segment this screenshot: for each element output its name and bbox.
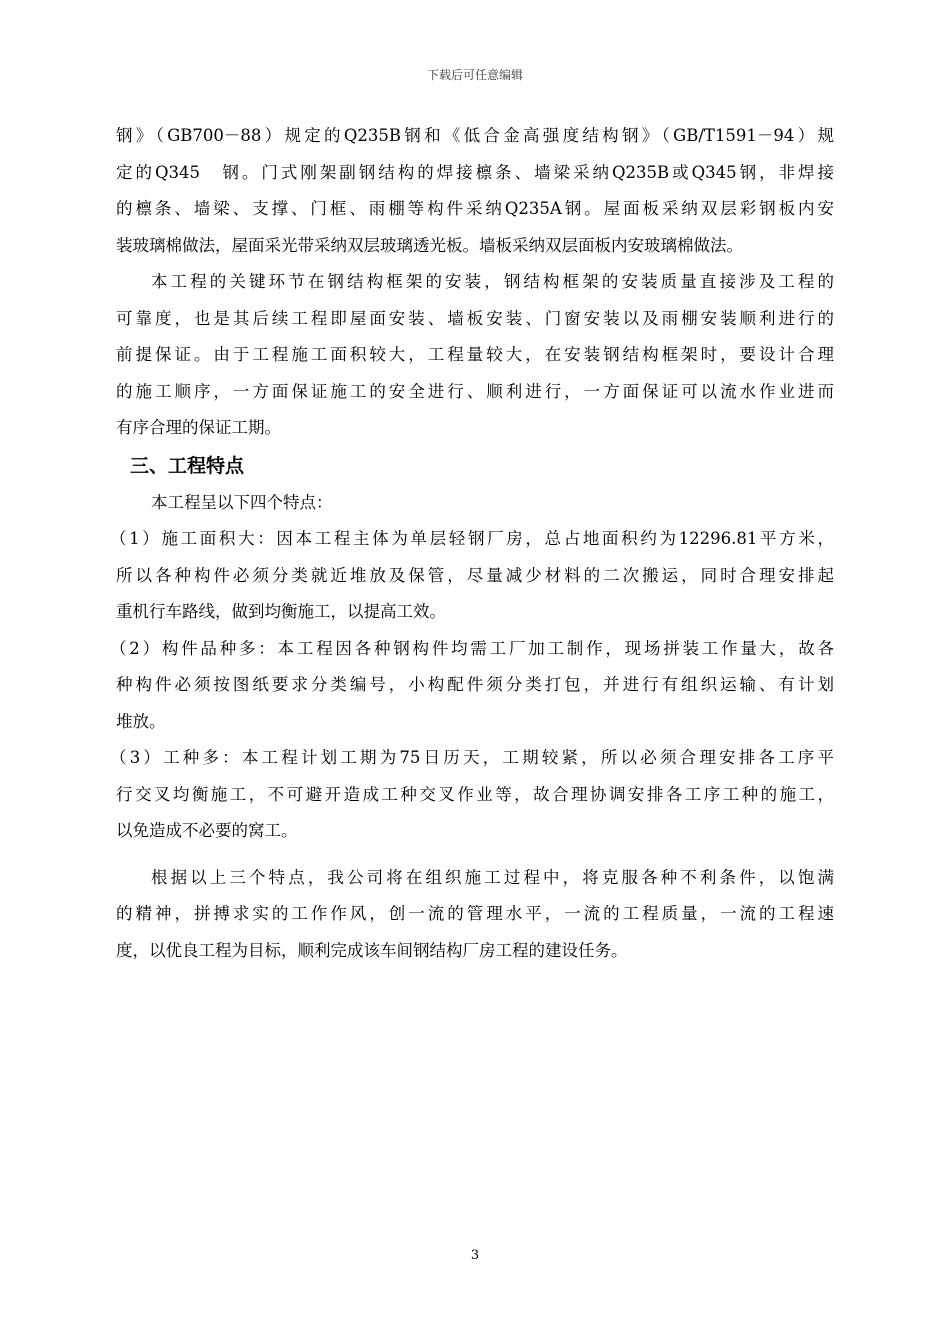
text-line: 定的Q345 钢。门式刚架副钢结构的焊接檩条、墙梁采纳Q235B或Q345钢，非焊接 [116,162,834,182]
paragraph-steel-materials [116,118,834,264]
document-body [110,118,834,969]
page-header: 下载后可任意编辑 [426,68,523,82]
intro-line: 本工程呈以下四个特点： [151,492,333,512]
text-line: 堆放。 [116,711,166,731]
text-line: （1）施工面积大：因本工程主体为单层轻钢厂房，总占地面积约为12296.81平方米， [110,529,834,548]
section-heading: 三、工程特点 [130,454,245,477]
paragraph-conclusion [116,860,834,970]
list-item [110,740,834,850]
text-line: 根据以上三个特点，我公司将在组织施工过程中，将克服各种不利条件，以饱满 [151,867,834,887]
list-item [110,521,834,631]
text-line: 的精神，拼搏求实的工作作风，创一流的管理水平，一流的工程质量，一流的工程速 [116,904,834,923]
text-line: 种构件必须按图纸要求分类编号，小构配件须分类打包，并进行有组织运输、有计划 [116,675,834,694]
text-line: 可靠度，也是其后续工程即屋面安装、墙板安装、门窗安装以及雨棚安装顺利进行的 [116,308,834,328]
text-line: 行交叉均衡施工，不可避开造成工种交叉作业等，故合理协调安排各工序工种的施工， [116,784,834,804]
list-item [110,631,834,741]
text-line: 有序合理的保证工期。 [116,418,281,437]
paragraph-key-phase [116,264,834,447]
text-line: 重机行车路线，做到均衡施工，以提高工效。 [116,602,446,621]
text-line: 以免造成不必要的窝工。 [116,821,298,840]
text-line: 装玻璃棉做法，屋面采光带采纳双层玻璃透光板。墙板采纳双层面板内安玻璃棉做法。 [116,235,743,255]
text-line: 度，以优良工程为目标，顺利完成该车间钢结构厂房工程的建设任务。 [116,940,628,960]
page-number: 3 [470,1248,480,1263]
text-line: 所以各种构件必须分类就近堆放及保管，尽量减少材料的二次搬运，同时合理安排起 [116,565,834,585]
text-line: （2）构件品种多：本工程因各种钢构件均需工厂加工制作，现场拼装工作量大，故各 [110,638,834,658]
text-line: 的施工顺序，一方面保证施工的安全进行、顺利进行，一方面保证可以流水作业进而 [116,381,834,401]
text-line: 前提保证。由于工程施工面积较大，工程量较大，在安装钢结构框架时，要设计合理 [116,345,834,364]
text-line: 的檩条、墙梁、支撑、门框、雨棚等构件采纳Q235A钢。屋面板采纳双层彩钢板内安 [116,199,834,218]
text-line: 钢》（GB700－88）规定的Q235B钢和《低合金高强度结构钢》（GB/T1591－94）规 [116,126,834,145]
paragraph-gap [116,850,834,860]
text-line: 本工程的关键环节在钢结构框架的安装，钢结构框架的安装质量直接涉及工程的 [151,272,834,291]
text-line: （3）工种多：本工程计划工期为75日历天，工期较紧，所以必须合理安排各工序平 [110,748,834,767]
